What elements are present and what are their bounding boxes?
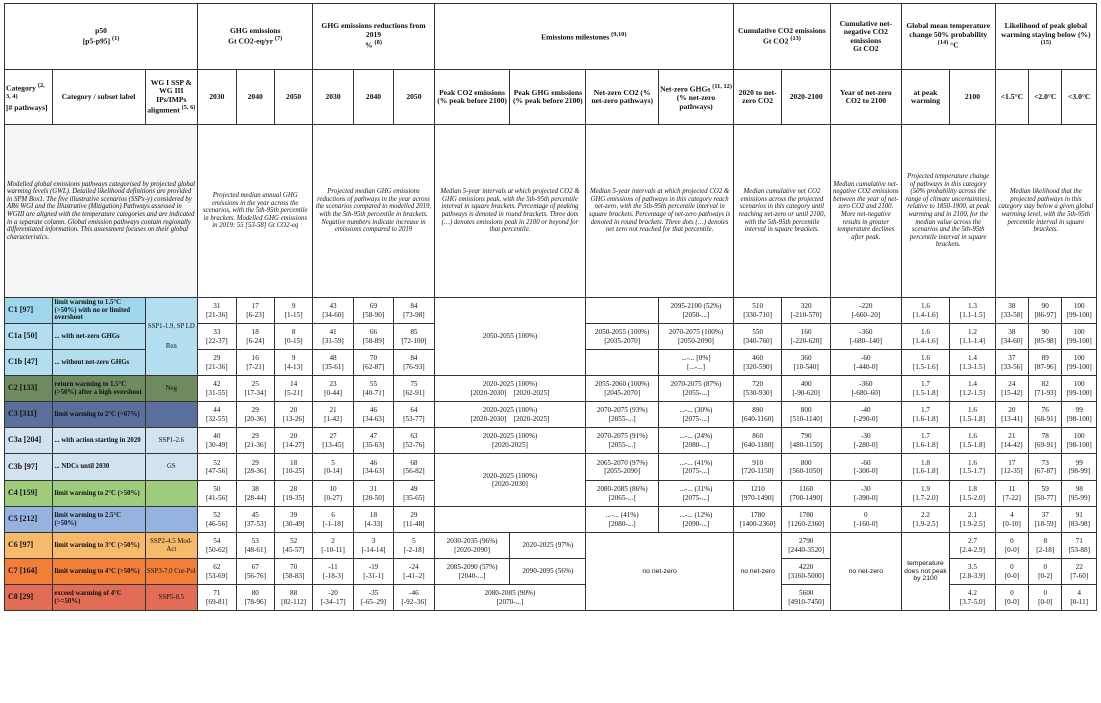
cumulative-net-negative-header: Cumulative net-negative CO2 emissions Gt CO2 <box>830 4 901 70</box>
ghg-2050-cell: 20 [13-26] <box>274 402 312 428</box>
temp-peak-cell: 1.7 [1.5-1.8] <box>901 376 950 402</box>
cum-to-net-zero-cell: 910 [720-1150] <box>733 454 782 481</box>
category-cell: C2 [133] <box>5 376 53 402</box>
temp-peak-cell: 1.7 [1.6-1.8] <box>901 402 950 428</box>
lik-20-cell: 0 [0-0] <box>1029 585 1062 611</box>
milestones-header: Emissions milestones $^{(9,10)}$ <box>434 4 733 70</box>
ghg-2050-cell: 9 [4-13] <box>274 350 312 376</box>
red-2030-cell: 43 [34-60] <box>313 298 353 324</box>
ghg-2040-cell: 29 [20-36] <box>236 402 274 428</box>
table-row-c1 <box>5 298 1097 324</box>
description-row <box>5 125 1097 298</box>
lik-15-cell: 37 [33-56] <box>995 350 1028 376</box>
ghg-2050-cell: 8 [0-15] <box>274 324 312 350</box>
lik-20-cell: 90 [85-98] <box>1029 324 1062 350</box>
lik-30-cell: 100 [99-100] <box>1062 376 1097 402</box>
ghg-2050-cell: 52 [45-57] <box>274 533 312 559</box>
red-2040-cell: 3 [-14-14] <box>353 533 393 559</box>
red-2030-cell: 6 [-1-18] <box>313 507 353 533</box>
temp-2100-header: 2100 <box>950 70 995 125</box>
net-negative-cell: -30 [-390-0] <box>830 481 901 507</box>
cum-2100-cell: 4220 [3160-5000] <box>782 559 831 585</box>
lik-30-cell: 22 [7-60] <box>1062 559 1097 585</box>
wg-alignment-cell <box>145 481 198 507</box>
ghg-2030-cell: 40 [30-49] <box>198 428 236 454</box>
red-2040-cell: 70 [62-87] <box>353 350 393 376</box>
ghg-2030-cell: 50 [41-56] <box>198 481 236 507</box>
temp-peak-cell: 1.6 [1.4-1.6] <box>901 324 950 350</box>
red-2030-cell: -20 [-34–17] <box>313 585 353 611</box>
lik-30-cell: 91 [83-98] <box>1062 507 1097 533</box>
ghg-2030-cell: 52 [47-56] <box>198 454 236 481</box>
red-2050-cell: 29 [11-48] <box>394 507 434 533</box>
red-2040-cell: 31 [20-50] <box>353 481 393 507</box>
red-2040-cell: 55 [40-71] <box>353 376 393 402</box>
ghg-2030-cell: 52 [46-56] <box>198 507 236 533</box>
temp-2100-cell: 1.8 [1.5-2.0] <box>950 481 995 507</box>
net-zero-ghg-cell: ...-... (31%) [2075-...] <box>659 481 734 507</box>
category-label: ... with action starting in 2020 <box>52 428 145 454</box>
cum-2100-cell: 800 [510-1140] <box>782 402 831 428</box>
peak-cell <box>434 507 586 533</box>
ghg-2050-header: 2050 <box>274 70 312 125</box>
lik-30-cell: 100 [99-100] <box>1062 350 1097 376</box>
no-net-zero-cum-cell: no net-zero <box>733 533 782 611</box>
red-2040-cell: 69 [58-90] <box>353 298 393 324</box>
cum-2100-cell: 400 [-90-620] <box>782 376 831 402</box>
ghg-2040-cell: 25 [17-34] <box>236 376 274 402</box>
net-zero-co2-header: Net-zero CO2 (% net-zero pathways) <box>586 70 659 125</box>
wg-alignment-cell: GS <box>145 454 198 481</box>
category-description: Modelled global emissions pathways categorised by projected global warming levels (GWL). Detailed likelihood definitions are provided in SPM Box1. The five illustrative scenarios (SSPx-y) considered by AR6 WGI and the Illustrative (Mitigation) Pathways assessed in WGIII are aligned with the temperature categories and are indicated in a separate column. Global emission pathways contain regionally differentiated information. This assessment focuses on their global characteristics. <box>5 125 198 298</box>
category-label: limit warming to 4°C (>50%) <box>52 559 145 585</box>
red-2040-header: 2040 <box>353 70 393 125</box>
cum-2100-cell: 1780 [1260-2360] <box>782 507 831 533</box>
cumulative-description: Median cumulative net CO2 emissions across the projected scenarios in this category until reaching net-zero or until 2100, with the 5th-95th percentile interval in square brackets. <box>733 125 830 298</box>
red-2050-cell: -24 [-41–2] <box>394 559 434 585</box>
category-cell: C8 [29] <box>5 585 53 611</box>
lik-15-cell: 24 [15-42] <box>995 376 1028 402</box>
ghg-2030-cell: 29 [21-36] <box>198 350 236 376</box>
lik-15-cell: 11 [7-22] <box>995 481 1028 507</box>
gmt-header: Global mean temperature change 50% probability $^{(14)}$ °C <box>901 4 995 70</box>
peak-cell: 2080-2085 (90%) [2070-...] <box>434 585 586 611</box>
net-negative-cell: 0 [-160-0] <box>830 507 901 533</box>
ghg-2040-cell: 17 [6-23] <box>236 298 274 324</box>
temp-2100-cell: 1.6 [1.5-1.8] <box>950 428 995 454</box>
wg-alignment-header: WG I SSP & WG III IPs/IMPs alignment $^{(5, 6)}$ <box>145 70 198 125</box>
lik-15-cell: 38 [33-58] <box>995 298 1028 324</box>
wg-alignment-cell: Neg <box>145 376 198 402</box>
net-negative-description: Median cumulative net-negative CO2 emissions between the year of net-zero CO2 and 2100. More net-negative results in greater temperature declines after peak. <box>830 125 901 298</box>
ghg-2030-cell: 33 [22-37] <box>198 324 236 350</box>
ghg-2050-cell: 18 [10-25] <box>274 454 312 481</box>
ghg-2040-cell: 45 [37-53] <box>236 507 274 533</box>
temp-peak-cell: 1.6 [1.5-1.6] <box>901 350 950 376</box>
lik-20-cell: 73 [67-87] <box>1029 454 1062 481</box>
category-label: limit warming to 1.5°C (>50%) with no or limited overshoot <box>52 298 145 324</box>
peak-co2-header: Peak CO2 emissions (% peak before 2100) <box>434 70 510 125</box>
net-zero-ghg-cell: ...-... (24%) [2080-...] <box>659 428 734 454</box>
category-label: ... NDCs until 2030 <box>52 454 145 481</box>
category-cell: C1b [47] <box>5 350 53 376</box>
temp-peak-cell: 1.8 [1.6-1.8] <box>901 454 950 481</box>
lik-20-cell: 82 [71-93] <box>1029 376 1062 402</box>
net-negative-cell: -360 [-680–60] <box>830 376 901 402</box>
ghg-2040-cell: 29 [21-36] <box>236 428 274 454</box>
net-zero-ghg-cell: 2070-2075 (87%) [2055-...] <box>659 376 734 402</box>
red-2030-cell: 5 [0-14] <box>313 454 353 481</box>
subheader-row <box>5 70 1097 125</box>
category-label: limit warming to 3°C (>50%) <box>52 533 145 559</box>
lik-30-cell: 71 [53-88] <box>1062 533 1097 559</box>
temp-peak-cell: 2.2 [1.9-2.5] <box>901 507 950 533</box>
lik-15-cell: 20 [13-41] <box>995 402 1028 428</box>
lik-15-cell: 38 [34-60] <box>995 324 1028 350</box>
red-2050-cell: 64 [53-77] <box>394 402 434 428</box>
temp-2100-cell: 1.2 [1.1-1.4] <box>950 324 995 350</box>
category-label: limit warming to 2.5°C (>50%) <box>52 507 145 533</box>
p50-header: p50 [p5-p95] $^{(1)}$ <box>5 4 198 70</box>
temp-2100-cell: 3.5 [2.8-3.9] <box>950 559 995 585</box>
wg-alignment-cell: SSP3-7.0 Cur-Pol <box>145 559 198 585</box>
category-cell: C5 [212] <box>5 507 53 533</box>
temp-2100-cell: 2.1 [1.9-2.5] <box>950 507 995 533</box>
net-zero-co2-cell: ...-... (41%) [2080-...] <box>586 507 659 533</box>
at-peak-header: at peak warming <box>901 70 950 125</box>
red-2030-cell: 27 [13-45] <box>313 428 353 454</box>
cum-2100-header: 2020-2100 <box>782 70 831 125</box>
lik-30-cell: 98 [95-99] <box>1062 481 1097 507</box>
table-row-c6 <box>5 533 1097 559</box>
ghg-2040-cell: 16 [7-21] <box>236 350 274 376</box>
cum-to-net-zero-cell: 1780 [1400-2360] <box>733 507 782 533</box>
peak-ghg-cell: 2090-2095 (56%) <box>510 559 586 585</box>
ghg-2040-cell: 80 [78-96] <box>236 585 274 611</box>
temp-no-peak-cell: temperature does not peak by 2100 <box>901 533 950 611</box>
category-cell: C6 [97] <box>5 533 53 559</box>
net-zero-description: Median 5-year intervals at which projected CO2 & GHG emissions of pathways in this category reach net-zero, with the 5th-95th percentile interval in square brackets. Percentage of net-zero pathways is denoted in round brackets. Three dots (…) denotes net zero not reached for that percentile. <box>586 125 734 298</box>
category-cell: C1a [50] <box>5 324 53 350</box>
red-2050-cell: 84 [76-93] <box>394 350 434 376</box>
red-2040-cell: 66 [58-89] <box>353 324 393 350</box>
net-negative-cell: -60 [-300-0] <box>830 454 901 481</box>
ghg-2030-header: 2030 <box>198 70 236 125</box>
red-2050-cell: -46 [-92–36] <box>394 585 434 611</box>
ghg-2050-cell: 14 [5-21] <box>274 376 312 402</box>
net-negative-cell: -30 [-280-0] <box>830 428 901 454</box>
cum-2100-cell: 790 [480-1150] <box>782 428 831 454</box>
red-2050-cell: 85 [72-100] <box>394 324 434 350</box>
peak-cell: 2020-2025 (100%) [2020-2030] [2020-2025] <box>434 402 586 428</box>
wg-alignment-cell: SSP1-2.6 <box>145 428 198 454</box>
cum-2100-cell: 320 [-210-570] <box>782 298 831 324</box>
cum-2100-cell: 1160 [700-1490] <box>782 481 831 507</box>
category-label: ... without net-zero GHGs <box>52 350 145 376</box>
lik-15-cell: 0 [0-0] <box>995 585 1028 611</box>
cum-to-net-zero-header: 2020 to net-zero CO2 <box>733 70 782 125</box>
cum-to-net-zero-cell: 550 [340-760] <box>733 324 782 350</box>
cum-2100-cell: 800 [560-1050] <box>782 454 831 481</box>
lik-15-cell: 0 [0-0] <box>995 533 1028 559</box>
peak-cell: 2020-2025 (100%) [2020-2030] [2020-2025] <box>434 376 586 402</box>
red-2030-cell: 10 [0-27] <box>313 481 353 507</box>
red-2030-header: 2030 <box>313 70 353 125</box>
lik-15-cell: 17 [12-35] <box>995 454 1028 481</box>
red-2050-cell: 68 [56-82] <box>394 454 434 481</box>
net-negative-cell: -40 [-290-0] <box>830 402 901 428</box>
category-cell: C4 [159] <box>5 481 53 507</box>
cum-to-net-zero-cell: 1210 [970-1490] <box>733 481 782 507</box>
lik-20-cell: 90 [86-97] <box>1029 298 1062 324</box>
net-negative-cell: -220 [-660–20] <box>830 298 901 324</box>
category-cell: C1 [97] <box>5 298 53 324</box>
category-label: return warming to 1.5°C (>50%) after a high overshoot <box>52 376 145 402</box>
temp-peak-cell: 1.7 [1.6-1.8] <box>901 428 950 454</box>
wg-alignment-cell <box>145 507 198 533</box>
lik-30-cell: 100 [99-100] <box>1062 298 1097 324</box>
ghg-2030-cell: 71 [69-81] <box>198 585 236 611</box>
ghg-2050-cell: 70 [58-83] <box>274 559 312 585</box>
lik-20-cell: 0 [0-2] <box>1029 559 1062 585</box>
red-2050-cell: 49 [35-65] <box>394 481 434 507</box>
table-row-c2 <box>5 376 1097 402</box>
ghg-2040-cell: 67 [56-76] <box>236 559 274 585</box>
net-zero-co2-cell <box>586 350 659 376</box>
cum-to-net-zero-cell: 890 [640-1160] <box>733 402 782 428</box>
no-net-zero-cell: no net-zero <box>586 533 734 611</box>
ghg-2040-cell: 38 [28-44] <box>236 481 274 507</box>
ghg-reductions-header: GHG emissions reductions from 2019 % $^{(8)}$ <box>313 4 434 70</box>
red-2040-cell: 18 [4-33] <box>353 507 393 533</box>
lik-30-cell: 100 [99-100] <box>1062 324 1097 350</box>
red-2030-cell: 23 [0-44] <box>313 376 353 402</box>
net-zero-ghg-cell: 2095-2100 (52%) [2050-...] <box>659 298 734 324</box>
lik-30-header: <3.0°C <box>1062 70 1097 125</box>
net-zero-co2-cell: 2070-2075 (91%) [2055-...] <box>586 428 659 454</box>
peak-description: Median 5-year intervals at which projected CO2 & GHG emissions peak, with the 5th-95th percentile interval in square brackets. Percentage of peaking pathways is denoted in round brackets. Three dots (…) denotes emissions peak in 2100 or beyond for that percentile. <box>434 125 586 298</box>
red-2030-cell: 2 [-10-11] <box>313 533 353 559</box>
net-negative-cell: -60 [-440-0] <box>830 350 901 376</box>
red-2030-cell: 48 [35-61] <box>313 350 353 376</box>
peak-ghg-cell: 2020-2025 (97%) <box>510 533 586 559</box>
table-row-c3 <box>5 402 1097 428</box>
cumulative-co2-header: Cumulative CO2 emissions Gt CO2 $^{(13)}$ <box>733 4 830 70</box>
red-2040-cell: 46 [34-63] <box>353 454 393 481</box>
header-row <box>5 4 1097 70</box>
ghg-2030-cell: 62 [53-69] <box>198 559 236 585</box>
red-2030-cell: 21 [1-42] <box>313 402 353 428</box>
wg-alignment-cell <box>145 402 198 428</box>
ghg-2050-cell: 28 [19-35] <box>274 481 312 507</box>
ghg-2050-cell: 9 [1-15] <box>274 298 312 324</box>
net-zero-co2-cell: 2070-2075 (93%) [2055-...] <box>586 402 659 428</box>
temp-peak-cell: 1.9 [1.7-2.0] <box>901 481 950 507</box>
cum-to-net-zero-cell: 720 [530-930] <box>733 376 782 402</box>
wg-alignment-cell: SSP5-8.5 <box>145 585 198 611</box>
category-cell: C3a [204] <box>5 428 53 454</box>
lik-20-cell: 59 [50-77] <box>1029 481 1062 507</box>
cum-to-net-zero-cell: 460 [320-590] <box>733 350 782 376</box>
likelihood-header: Likelihood of peak global warming staying below (%) $^{(15)}$ <box>995 4 1096 70</box>
net-zero-ghg-cell: ...-... (41%) [2075-...] <box>659 454 734 481</box>
ghg-2040-cell: 53 [48-61] <box>236 533 274 559</box>
red-2040-cell: -35 [-65–29] <box>353 585 393 611</box>
lik-30-cell: 4 [0-11] <box>1062 585 1097 611</box>
temp-2100-cell: 1.6 [1.5-1.8] <box>950 402 995 428</box>
lik-30-cell: 99 [98-100] <box>1062 402 1097 428</box>
temp-2100-cell: 4.2 [3.7-5.0] <box>950 585 995 611</box>
category-header: Category $^{(2, 3, 4)}$ [# pathways] <box>5 70 53 125</box>
temp-peak-cell: 1.6 [1.4-1.6] <box>901 298 950 324</box>
lik-15-cell: 0 [0-0] <box>995 559 1028 585</box>
category-cell: C7 [164] <box>5 559 53 585</box>
ghg-2030-cell: 31 [21-36] <box>198 298 236 324</box>
red-2030-cell: 41 [31-59] <box>313 324 353 350</box>
ghg-2030-cell: 44 [32-55] <box>198 402 236 428</box>
net-negative-cell: -360 [-680–140] <box>830 324 901 350</box>
wg-alignment-cell: SSP2-4.5 Mod-Act <box>145 533 198 559</box>
net-zero-co2-cell: 2055-2060 (100%) [2045-2070] <box>586 376 659 402</box>
lik-20-cell: 8 [2-18] <box>1029 533 1062 559</box>
category-cell: C3b [97] <box>5 454 53 481</box>
lik-20-cell: 78 [69-91] <box>1029 428 1062 454</box>
wg-alignment-cell: SSP1-1.9, SP LD Ren <box>145 298 198 376</box>
ghg-emissions-header: GHG emissions Gt CO2-eq/yr $^{(7)}$ <box>198 4 313 70</box>
net-zero-co2-cell: 2065-2070 (97%) [2055-2090] <box>586 454 659 481</box>
temp-2100-cell: 2.7 [2.4-2.9] <box>950 533 995 559</box>
cum-to-net-zero-cell: 510 [330-710] <box>733 298 782 324</box>
subset-label-header: Category / subset label <box>52 70 145 125</box>
red-2050-header: 2050 <box>394 70 434 125</box>
lik-30-cell: 99 [98-99] <box>1062 454 1097 481</box>
ghg-2040-header: 2040 <box>236 70 274 125</box>
ghg-2030-cell: 42 [31-55] <box>198 376 236 402</box>
peak-co2-cell: 2030-2035 (96%) [2020-2090] <box>434 533 510 559</box>
peak-c1-cell: 2050-2055 (100%) <box>434 298 586 376</box>
category-label: limit warming to 2°C (>50%) <box>52 481 145 507</box>
lik-20-cell: 89 [87-96] <box>1029 350 1062 376</box>
ghg-2040-cell: 29 [28-36] <box>236 454 274 481</box>
temp-2100-cell: 1.4 [1.2-1.5] <box>950 376 995 402</box>
cum-2100-cell: 160 [-220-620] <box>782 324 831 350</box>
red-2050-cell: 5 [-2-18] <box>394 533 434 559</box>
lik-20-header: <2.0°C <box>1029 70 1062 125</box>
cum-2100-cell: 5600 [4910-7450] <box>782 585 831 611</box>
ghg-2050-cell: 88 [82-112] <box>274 585 312 611</box>
reductions-description: Projected median GHG emissions reductions of pathways in the year across the scenarios compared to modelled 2019, with the 5th-95th percentile in brackets. Negative numbers indicate increase in emissions compared to 2019 <box>313 125 434 298</box>
red-2040-cell: 46 [34-63] <box>353 402 393 428</box>
red-2050-cell: 75 [62-91] <box>394 376 434 402</box>
table-row-c3b <box>5 454 1097 481</box>
no-net-zero-neg-cell: no net-zero <box>830 533 901 611</box>
scenario-table <box>4 3 1097 611</box>
temp-2100-cell: 1.4 [1.3-1.5] <box>950 350 995 376</box>
table-row-c5 <box>5 507 1097 533</box>
net-zero-co2-cell: 2050-2055 (100%) [2035-2070] <box>586 324 659 350</box>
net-zero-ghg-cell: ...-... (30%) [2075-...] <box>659 402 734 428</box>
net-zero-co2-cell: 2080-2085 (86%) [2065-...] <box>586 481 659 507</box>
net-zero-ghg-header: Net-zero GHGs $^{(11, 12)}$ (% net-zero pathways) <box>659 70 734 125</box>
net-zero-ghg-cell: 2070-2075 (100%) [2050-2090] <box>659 324 734 350</box>
net-zero-ghg-cell: ...-... (12%) [2090-...] <box>659 507 734 533</box>
red-2040-cell: -19 [-31-1] <box>353 559 393 585</box>
lik-15-cell: 4 [0-10] <box>995 507 1028 533</box>
ghg-2050-cell: 39 [30-49] <box>274 507 312 533</box>
net-zero-ghg-cell: ...-... [0%] [...-...] <box>659 350 734 376</box>
lik-30-cell: 100 [98-100] <box>1062 428 1097 454</box>
red-2050-cell: 63 [52-76] <box>394 428 434 454</box>
ghg-2040-cell: 18 [6-24] <box>236 324 274 350</box>
cum-2100-cell: 2790 [2440-3520] <box>782 533 831 559</box>
lik-20-cell: 37 [18-59] <box>1029 507 1062 533</box>
peak-cell: 2020-2025 (100%) [2020-2030] <box>434 454 586 507</box>
category-label: exceed warming of 4°C (>=50%) <box>52 585 145 611</box>
peak-co2-cell: 2085-2090 (57%) [2040-...] <box>434 559 510 585</box>
net-zero-co2-c1-cell <box>586 298 659 324</box>
likelihood-description: Median likelihood that the projected pathways in this category stay below a given global warming level, with the 5th-95th percentile interval in square brackets. <box>995 125 1096 298</box>
year-net-zero-header: Year of net-zero CO2 to 2100 <box>830 70 901 125</box>
category-label: ... with net-zero GHGs <box>52 324 145 350</box>
cum-to-net-zero-cell: 860 [640-1180] <box>733 428 782 454</box>
temp-2100-cell: 1.6 [1.5-1.7] <box>950 454 995 481</box>
peak-ghg-header: Peak GHG emissions (% peak before 2100) <box>510 70 586 125</box>
temp-2100-cell: 1.3 [1.1-1.5] <box>950 298 995 324</box>
lik-15-header: <1.5°C <box>995 70 1028 125</box>
table-row-c3a <box>5 428 1097 454</box>
lik-20-cell: 76 [68-91] <box>1029 402 1062 428</box>
ghg-2050-cell: 20 [14-27] <box>274 428 312 454</box>
ghg-description: Projected median annual GHG emissions in the year across the scenarios, with the 5th-95th percentile in brackets. Modelled GHG emissions in 2019: 55 [53-58] Gt CO2-eq <box>198 125 313 298</box>
category-cell: C3 [311] <box>5 402 53 428</box>
category-label: limit warming to 2°C (>67%) <box>52 402 145 428</box>
peak-cell: 2020-2025 (100%) [2020-2025] <box>434 428 586 454</box>
red-2030-cell: -11 [-18-3] <box>313 559 353 585</box>
red-2040-cell: 47 [35-63] <box>353 428 393 454</box>
lik-15-cell: 21 [14-42] <box>995 428 1028 454</box>
ghg-2030-cell: 54 [50-62] <box>198 533 236 559</box>
cum-2100-cell: 360 [10-540] <box>782 350 831 376</box>
temperature-description: Projected temperature change of pathways in this category (50% probability across the range of climate uncertainties), relative to 1850-1900, at peak warming and in 2100, for the median value across the scenarios and the 5th-95th percentile interval in square brackets. <box>901 125 995 298</box>
red-2050-cell: 84 [73-98] <box>394 298 434 324</box>
